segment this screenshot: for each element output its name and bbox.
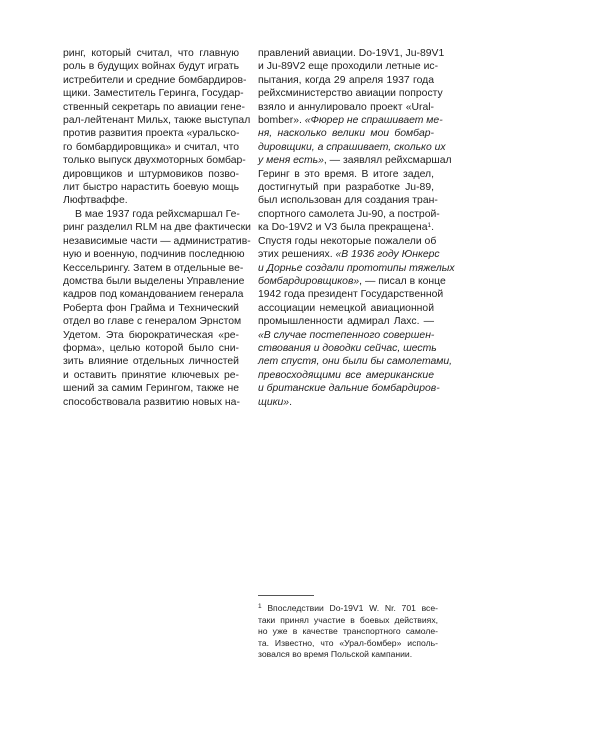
text-run: ка Do-19V2 и V3 была прекращена — [258, 222, 428, 234]
text-line: правлений авиации. Do-19V1, Ju-89V1 — [258, 48, 445, 59]
quote-text: «Фюрер не спрашивает ме- — [304, 115, 443, 127]
quote-text: бомбардировщиков» — [258, 275, 360, 287]
footnote-line: но уже в качестве транспортного самоле- — [258, 626, 438, 637]
text-line: кадров под командованием генерала — [63, 289, 244, 301]
text-line: зить влияние отдельных личностей — [63, 356, 239, 368]
text-run: . — [289, 396, 292, 408]
text-run: . — [431, 222, 434, 234]
text-line: и оставить принятие ключевых ре- — [63, 369, 239, 381]
paragraph-3 — [258, 47, 455, 409]
text-line: роль в будущих войнах будут играть — [63, 61, 239, 73]
quote-line: превосходящими все американские — [258, 369, 434, 381]
footnote-divider — [258, 595, 314, 596]
footnote-line — [258, 603, 438, 615]
text-run: Впоследствии Do-19V1 W. Nr. 701 все- — [261, 603, 438, 613]
text-line: только выпуск двухмоторных бомбар- — [63, 155, 246, 167]
footnote-ref: 1 — [427, 222, 432, 230]
paragraph-1 — [63, 47, 251, 208]
quote-text: щики» — [258, 396, 290, 408]
text-line: домства были выделены Управление — [63, 275, 245, 287]
text-line: Роберта фон Грайма и Технический — [63, 302, 239, 314]
text-run: , — писал в конце — [359, 275, 446, 287]
quote-line: дировщики, а спрашивает, сколько их — [258, 141, 446, 153]
text-line: лит быстро нарастить боевую мощь — [63, 182, 239, 194]
text-line: ственный секретарь по авиации гене- — [63, 101, 245, 113]
text-run: bomber». — [258, 115, 305, 127]
quote-line: и Дорнье создали прототипы тяжелых — [258, 262, 455, 274]
text-line: рейхсминистерство авиации попросту — [258, 88, 443, 100]
text-line: способствовала развитию новых на- — [63, 396, 240, 408]
text-line: ринг разделил RLM на две фактически — [63, 222, 251, 234]
text-line: Геринг в это время. В итоге задел, — [258, 168, 434, 180]
text-line — [258, 248, 440, 261]
text-line — [258, 275, 446, 288]
quote-line: «В случае постепенного совершен- — [258, 329, 435, 341]
footnote-marker: 1 — [258, 603, 262, 610]
text-line: 1942 года президент Государственной — [258, 289, 444, 301]
text-line: взяло и аннулировало проект «Ural- — [258, 101, 434, 113]
text-line — [258, 154, 452, 167]
text-line: был использован для создания тран- — [258, 195, 438, 207]
paragraph-2 — [63, 208, 251, 409]
quote-line: лет спустя, они были бы самолетами, — [258, 356, 453, 368]
text-line: против развития проекта «уральско- — [63, 128, 240, 140]
text-line: Спустя годы некоторые пожалели об — [258, 235, 437, 247]
footnote-line: та. Известно, что «Урал-бомбер» исполь- — [258, 637, 438, 648]
text-line: го бомбардировщика» и считал, что — [63, 141, 239, 153]
text-run: , — заявлял рейхсмаршал — [323, 155, 452, 167]
text-line — [258, 221, 434, 234]
text-line: шений за самим Герингом, также не — [63, 383, 239, 395]
text-line: Люфтваффе. — [63, 195, 128, 207]
text-line: форма», целью которой было сни- — [63, 342, 239, 354]
text-line: ринг, который считал, что главную — [63, 48, 239, 59]
footnote — [258, 603, 438, 661]
text-line: отдел во главе с генералом Эрнстом — [63, 316, 242, 328]
text-line: истребители и средние бомбардиров- — [63, 74, 247, 86]
text-line — [258, 114, 443, 127]
text-line: независимые части — административ- — [63, 235, 251, 247]
quote-line: ствования и доводки сейчас, шесть — [258, 342, 437, 354]
left-text-column — [63, 47, 251, 409]
text-line: В мае 1937 года рейхсмаршал Ге- — [75, 208, 240, 220]
text-line: промышленности адмирал Лахс. — — [258, 316, 434, 328]
text-line: пытания, когда 29 апреля 1937 года — [258, 74, 434, 86]
footnote-line: таки принял участие в боевых действиях, — [258, 614, 438, 625]
right-text-column — [258, 47, 455, 409]
text-line: ную и военную, подчинив последнюю — [63, 249, 245, 261]
footnote-line: зовался во время Польской кампании. — [258, 649, 413, 660]
quote-text: «В 1936 году Юнкерс — [335, 249, 440, 261]
text-line: ассоциации немецкой авиационной — [258, 302, 434, 314]
text-line: щики. Заместитель Геринга, Государ- — [63, 88, 244, 100]
quote-text: у меня есть» — [258, 155, 324, 167]
text-line: рал-лейтенант Мильх, также выступал — [63, 115, 251, 127]
text-line: Удетом. Эта бюрократическая «ре- — [63, 329, 239, 341]
text-run: этих решениях. — [258, 249, 336, 261]
text-line: дировщиков и штурмовиков позво- — [63, 168, 239, 180]
text-line — [258, 396, 434, 409]
text-line: достигнутый при разработке Ju-89, — [258, 182, 434, 194]
text-line: спортного самолета Ju-90, а построй- — [258, 208, 440, 220]
text-line: Кессельрингу. Затем в отдельные ве- — [63, 262, 244, 274]
text-line: и Ju-89V2 еще проходили летные ис- — [258, 61, 439, 73]
quote-line: и британские дальние бомбардиров- — [258, 383, 440, 395]
quote-line: ня, насколько велики мои бомбар- — [258, 128, 434, 140]
